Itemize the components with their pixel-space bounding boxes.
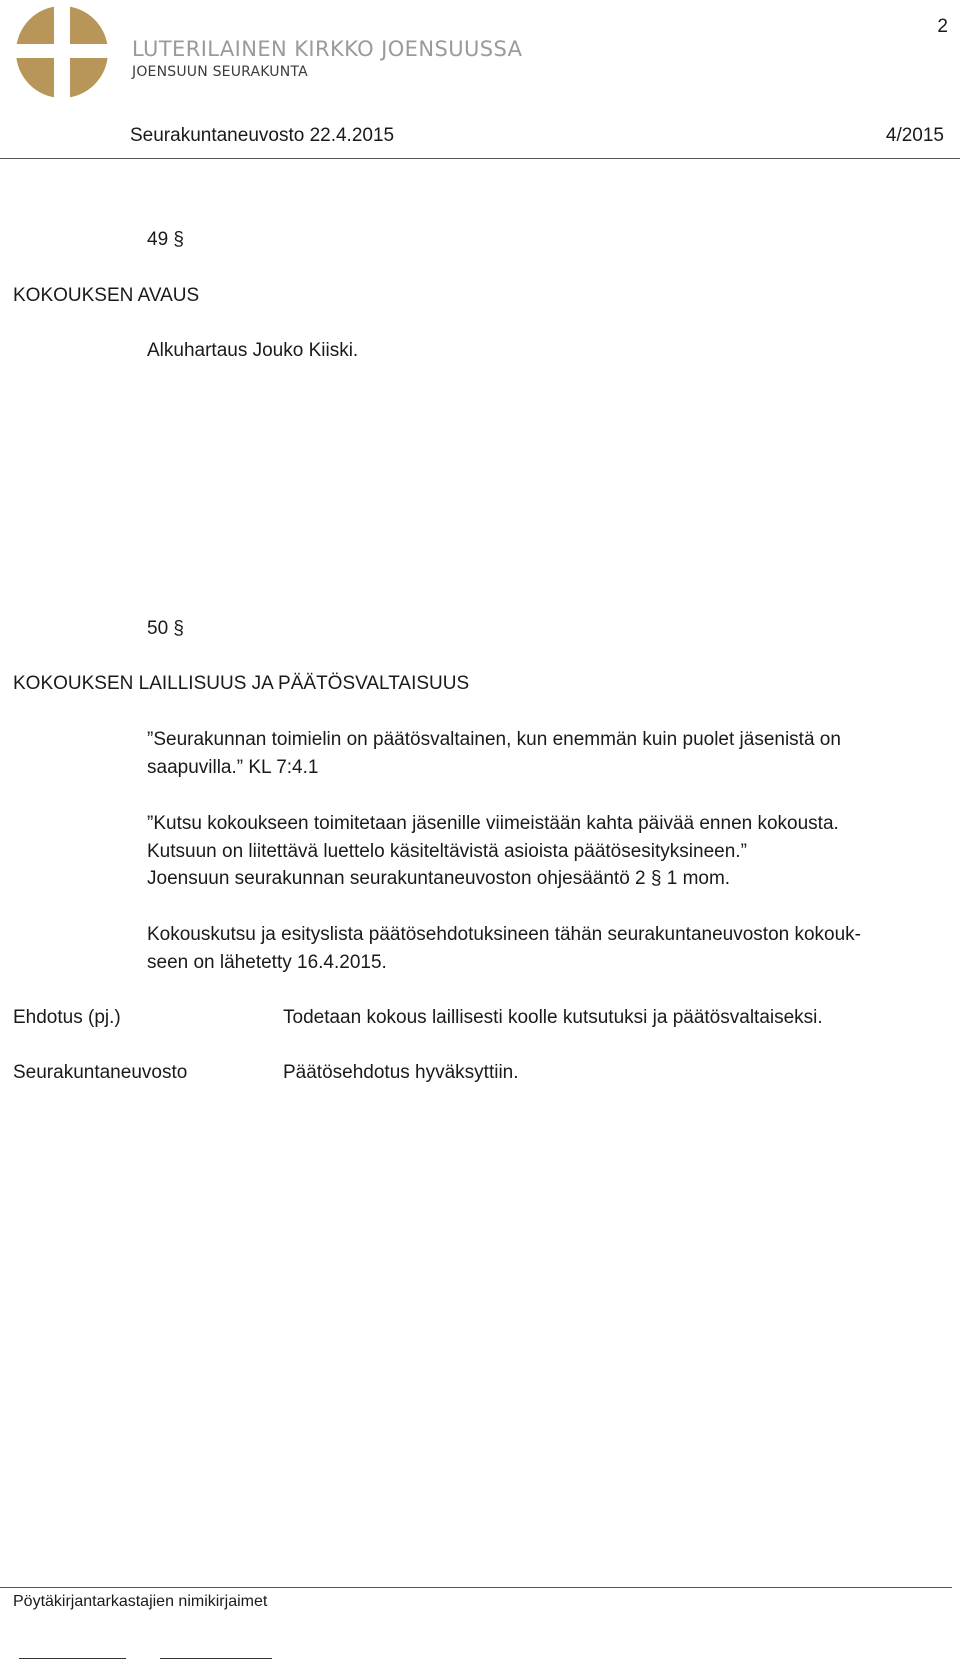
section-50-number: 50 §	[147, 618, 184, 639]
paragraph-line: Kokouskutsu ja esityslista päätösehdotuksineen tähän seurakuntaneuvoston kokouk-	[147, 924, 862, 945]
quote-line: Kutsuun on liitettävä luettelo käsiteltävistä asioista päätösesityksineen.”	[147, 841, 747, 862]
church-cross-logo-icon	[14, 4, 110, 100]
signature-line	[19, 1658, 126, 1659]
proposal-text: Todetaan kokous laillisesti koolle kutsutuksi ja päätösvaltaiseksi.	[283, 1007, 823, 1028]
quote-source: Joensuun seurakunnan seurakuntaneuvoston ohjesääntö 2 § 1 mom.	[147, 868, 731, 889]
council-label: Seurakuntaneuvosto	[13, 1062, 188, 1083]
parish-name: JOENSUUN SEURAKUNTA	[132, 64, 308, 80]
page-number: 2	[937, 16, 948, 37]
quote-line: ”Seurakunnan toimielin on päätösvaltainen, kun enemmän kuin puolet jäsenistä on	[147, 729, 841, 750]
minutes-number: 4/2015	[885, 125, 944, 146]
paragraph-line: seen on lähetetty 16.4.2015.	[147, 952, 387, 973]
section-49-heading: KOKOUKSEN AVAUS	[13, 285, 200, 306]
section-50-heading: KOKOUKSEN LAILLISUUS JA PÄÄTÖSVALTAISUUS	[13, 673, 470, 694]
footer-initials-label: Pöytäkirjantarkastajien nimikirjaimet	[13, 1593, 268, 1610]
signature-line	[160, 1658, 272, 1659]
footer-divider	[0, 1587, 952, 1588]
proposal-label: Ehdotus (pj.)	[13, 1007, 121, 1028]
quote-line: ”Kutsu kokoukseen toimitetaan jäsenille viimeistään kahta päivää ennen kokousta.	[147, 813, 839, 834]
decision-text: Päätösehdotus hyväksyttiin.	[283, 1062, 519, 1083]
header-divider	[0, 158, 960, 159]
meeting-title: Seurakuntaneuvosto 22.4.2015	[130, 125, 395, 146]
section-49-text: Alkuhartaus Jouko Kiiski.	[147, 340, 359, 361]
section-49-number: 49 §	[147, 229, 184, 250]
org-name: LUTERILAINEN KIRKKO JOENSUUSSA	[132, 37, 523, 61]
quote-line: saapuvilla.” KL 7:4.1	[147, 757, 319, 778]
